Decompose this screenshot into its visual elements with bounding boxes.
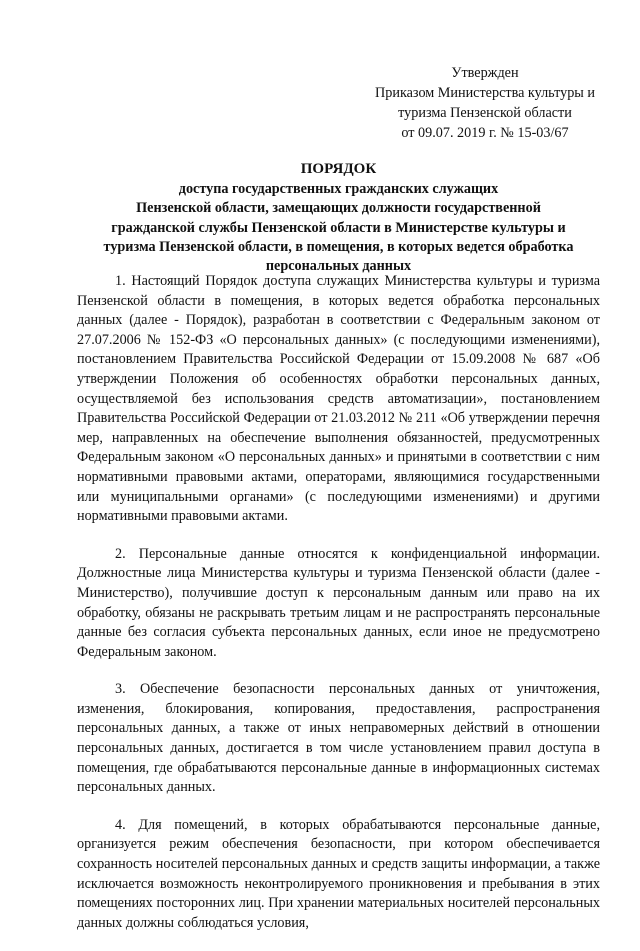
approval-block [355, 63, 615, 143]
document-body [77, 272, 600, 951]
approval-line-date-number: от 09.07. 2019 г. № 15-03/67 [401, 125, 569, 141]
title-line: Пензенской области, замещающих должности государственной [136, 200, 541, 217]
approval-line-approved: Утвержден [451, 65, 519, 81]
document-title [77, 160, 600, 276]
title-line: доступа государственных гражданских служащих [178, 181, 499, 198]
approval-line-ministry: туризма Пензенской области [398, 105, 572, 121]
approval-line-order: Приказом Министерства культуры и [375, 85, 595, 101]
title-line: персональных данных [265, 258, 412, 275]
paragraph-4: 4. Для помещений, в которых обрабатываются персональные данные, организуется режим обеспечения безопасности, при котором обеспечивается сохранность носителей персональных данных и средств защиты информации, а также исключается возможность неконтролируемого проникновения и пребывания в этих помещениях посторонних лиц. При хранении материальных носителей персональных данных должны соблюдаться условия, [77, 816, 600, 931]
title-line: гражданской службы Пензенской области в Министерстве культуры и [111, 219, 566, 236]
paragraph-3: 3. Обеспечение безопасности персональных данных от уничтожения, изменения, блокирования, копирования, предоставления, распространения персональных данных, а также от иных неправомерных действий в отношении персональных данных, достигается в том числе установлением правил доступа в помещения, где обрабатываются персональные данные в информационных системах персональных данных. [77, 681, 600, 796]
paragraph-1: 1. Настоящий Порядок доступа служащих Министерства культуры и туризма Пензенской области в помещения, в которых ведется обработка персональных данных (далее - Порядок), разработан в соответствии с Федеральным законом от 27.07.2006 № 152-ФЗ «О персональных данных» (с последующими изменениями), постановлением Правительства Российской Федерации от 15.09.2008 № 687 «Об утверждении Положения об особенностях обработки персональных данных, осуществляемой без использования средств автоматизации», постановлением Правительства Российской Федерации от 21.03.2012 № 211 «Об утверждении перечня мер, направленных на обеспечение выполнения обязанностей, предусмотренных Федеральным законом «О персональных данных» и принятыми в соответствии с ним нормативными правовыми актами, операторами, являющимися государственными или муниципальными органами» (с последующими изменениями) и другими нормативными правовыми актами. [77, 273, 600, 525]
title-line: туризма Пензенской области, в помещения, в которых ведется обработка [103, 238, 574, 255]
paragraph-2: 2. Персональные данные относятся к конфиденциальной информации. Должностные лица Министерства культуры и туризма Пензенской области (далее - Министерство), получившие доступ к персональным данным или право на их обработку, обязаны не раскрывать третьим лицам и не распространять персональные данные без согласия субъекта персональных данных, если иное не предусмотрено Федеральным законом. [77, 545, 600, 660]
title-main: ПОРЯДОК [300, 161, 377, 177]
